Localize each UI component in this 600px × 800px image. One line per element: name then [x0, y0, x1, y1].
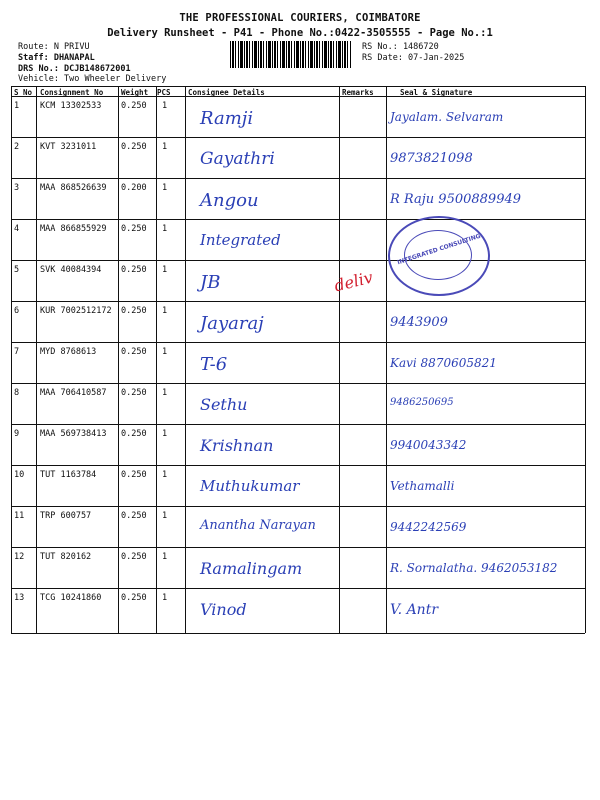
row-signature-handwritten: 9873821098 [390, 151, 473, 166]
table-column-line [585, 86, 586, 633]
remarks-red-mark: deliv [332, 267, 375, 296]
table-row-line [11, 633, 585, 634]
table-row-line [11, 383, 585, 384]
row-consignee-handwritten: Integrated [200, 231, 281, 249]
table-row-line [11, 547, 585, 548]
header-consignment: Consignment No [40, 88, 104, 97]
table-row-line [11, 342, 585, 343]
row-sno: 8 [14, 388, 20, 398]
row-consignee-handwritten: Ramji [200, 108, 254, 129]
row-consignment-no: MAA 866855929 [40, 224, 107, 234]
row-sno: 2 [14, 142, 20, 152]
row-consignee-handwritten: Jayaraj [200, 313, 264, 334]
row-pcs: 1 [162, 265, 168, 275]
row-signature-handwritten: 9442242569 [390, 520, 467, 534]
table-row-line [11, 86, 585, 87]
row-signature-handwritten: 9940043342 [390, 438, 467, 452]
row-signature-handwritten: V. Antr [390, 602, 439, 618]
row-weight: 0.250 [121, 142, 147, 152]
row-sno: 9 [14, 429, 20, 439]
row-pcs: 1 [162, 101, 168, 111]
row-sno: 11 [14, 511, 25, 521]
stamp-text: INTEGRATED CONSULTING [396, 232, 482, 267]
row-consignment-no: TUT 820162 [40, 552, 92, 562]
table-column-line [185, 86, 186, 633]
row-signature-handwritten: Vethamalli [390, 479, 455, 493]
row-signature-handwritten: 9443909 [390, 315, 448, 330]
header-pcs: PCS [157, 88, 171, 97]
table-column-line [36, 86, 37, 633]
row-sno: 4 [14, 224, 20, 234]
row-consignee-handwritten: JB [200, 272, 221, 293]
row-consignment-no: MAA 706410587 [40, 388, 107, 398]
row-sno: 6 [14, 306, 20, 316]
row-weight: 0.250 [121, 470, 147, 480]
row-pcs: 1 [162, 593, 168, 603]
row-pcs: 1 [162, 470, 168, 480]
row-consignment-no: SVK 40084394 [40, 265, 102, 275]
row-sno: 13 [14, 593, 25, 603]
table-row-line [11, 465, 585, 466]
row-pcs: 1 [162, 511, 168, 521]
row-weight: 0.250 [121, 101, 147, 111]
rs-date: RS Date: 07-Jan-2025 [362, 53, 465, 63]
row-signature-handwritten: Kavi 8870605821 [390, 356, 497, 370]
row-consignment-no: MAA 569738413 [40, 429, 107, 439]
row-weight: 0.250 [121, 265, 147, 275]
row-weight: 0.200 [121, 183, 147, 193]
row-consignee-handwritten: T-6 [200, 354, 228, 375]
row-pcs: 1 [162, 552, 168, 562]
row-weight: 0.250 [121, 388, 147, 398]
row-signature-handwritten: Jayalam. Selvaram [390, 110, 504, 124]
table-row-line [11, 137, 585, 138]
row-consignment-no: KCM 13302533 [40, 101, 102, 111]
header-consignee: Consignee Details [188, 88, 265, 97]
row-sno: 7 [14, 347, 20, 357]
table-row-line [11, 506, 585, 507]
row-pcs: 1 [162, 306, 168, 316]
table-column-line [339, 86, 340, 633]
barcode [230, 41, 352, 68]
row-weight: 0.250 [121, 552, 147, 562]
table-column-line [386, 86, 387, 633]
meta-left [18, 42, 131, 75]
table-column-line [118, 86, 119, 633]
delivered-stamp [388, 216, 490, 296]
row-weight: 0.250 [121, 347, 147, 357]
table-row-line [11, 219, 585, 220]
header-title: THE PROFESSIONAL COURIERS, COIMBATORE [179, 12, 421, 24]
table-row-line [11, 424, 585, 425]
row-consignee-handwritten: Krishnan [200, 436, 274, 455]
row-consignment-no: MYD 8768613 [40, 347, 97, 357]
route-label: Route: N PRIVU [18, 42, 90, 52]
row-pcs: 1 [162, 347, 168, 357]
table-row-line [11, 301, 585, 302]
row-pcs: 1 [162, 388, 168, 398]
vehicle-label: Vehicle: Two Wheeler Delivery [18, 74, 167, 84]
row-weight: 0.250 [121, 224, 147, 234]
row-consignee-handwritten: Gayathri [200, 149, 275, 169]
row-pcs: 1 [162, 224, 168, 234]
row-consignment-no: MAA 868526639 [40, 183, 107, 193]
row-weight: 0.250 [121, 593, 147, 603]
row-consignee-handwritten: Angou [200, 190, 259, 211]
runsheet-table [11, 86, 585, 633]
row-pcs: 1 [162, 142, 168, 152]
row-sno: 1 [14, 101, 20, 111]
row-signature-handwritten: 9486250695 [390, 397, 454, 408]
rs-number: RS No.: 1486720 [362, 42, 439, 52]
row-consignee-handwritten: Muthukumar [200, 477, 300, 495]
table-column-line [156, 86, 157, 633]
header-sno: S No [14, 88, 33, 97]
row-weight: 0.250 [121, 306, 147, 316]
row-pcs: 1 [162, 183, 168, 193]
row-sno: 12 [14, 552, 25, 562]
table-row-line [11, 178, 585, 179]
row-pcs: 1 [162, 429, 168, 439]
staff-label: Staff: DHANAPAL [18, 53, 95, 63]
row-signature-handwritten: R. Sornalatha. 9462053182 [390, 561, 558, 575]
row-consignee-handwritten: Anantha Narayan [200, 518, 316, 533]
row-sno: 10 [14, 470, 25, 480]
header-weight: Weight [121, 88, 149, 97]
table-row-line [11, 588, 585, 589]
header-seal-signature: Seal & Signature [400, 88, 473, 97]
row-consignee-handwritten: Sethu [200, 395, 248, 414]
row-weight: 0.250 [121, 511, 147, 521]
row-consignment-no: KVT 3231011 [40, 142, 97, 152]
row-consignment-no: KUR 7002512172 [40, 306, 112, 316]
table-row-line [11, 260, 585, 261]
row-sno: 5 [14, 265, 20, 275]
meta-right [362, 42, 464, 64]
row-signature-handwritten: R Raju 9500889949 [390, 192, 522, 207]
header-remarks: Remarks [342, 88, 374, 97]
table-column-line [11, 86, 12, 633]
row-consignment-no: TRP 600757 [40, 511, 92, 521]
header-subtitle: Delivery Runsheet - P41 - Phone No.:0422-3505555 - Page No.:1 [107, 27, 493, 39]
drs-label: DRS No.: DCJB148672001 [18, 64, 131, 74]
row-weight: 0.250 [121, 429, 147, 439]
row-consignment-no: TUT 1163784 [40, 470, 97, 480]
row-consignment-no: TCG 10241860 [40, 593, 102, 603]
row-consignee-handwritten: Vinod [200, 600, 247, 619]
row-sno: 3 [14, 183, 20, 193]
row-consignee-handwritten: Ramalingam [200, 559, 303, 578]
